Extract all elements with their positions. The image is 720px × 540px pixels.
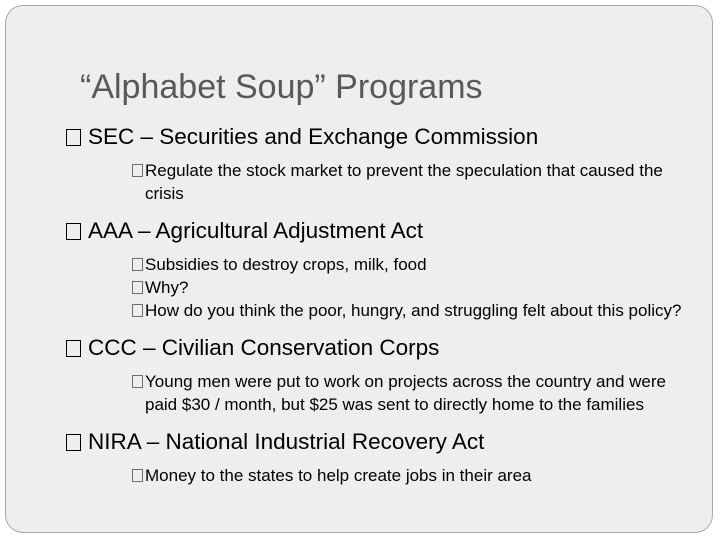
square-bullet-icon [66,340,81,357]
square-bullet-icon [132,375,143,388]
list-item [145,276,688,299]
list-item [145,299,685,322]
square-bullet-icon [132,304,143,317]
square-bullet-icon [66,223,81,240]
section-heading-text: SEC – Securities and Exchange Commission [88,124,539,149]
square-bullet-icon [66,434,81,451]
square-bullet-icon [66,129,81,146]
slide [5,5,713,533]
section-heading-nira [88,427,688,457]
section-heading-text: CCC – Civilian Conservation Corps [88,335,440,360]
section-heading-aaa [88,216,688,246]
list-item-text: Young men were put to work on projects across the country and were paid $30 / month, but $25 was sent to directly home to the families [145,372,666,414]
section-heading-ccc [88,333,688,363]
list-item-text: How do you think the poor, hungry, and struggling felt about this policy? [145,301,682,320]
list-item-text: Money to the states to help create jobs in their area [145,466,532,485]
square-bullet-icon [132,469,143,482]
list-item [145,253,688,276]
list-item-text: Regulate the stock market to prevent the speculation that caused the crisis [145,161,663,203]
list-item-text: Why? [145,278,189,297]
section-heading-text: AAA – Agricultural Adjustment Act [88,218,424,243]
section-heading-text: NIRA – National Industrial Recovery Act [88,429,485,454]
list-item [145,370,685,416]
section-heading-sec [88,122,688,152]
square-bullet-icon [132,164,143,177]
list-item [145,159,665,205]
slide-content [88,122,688,487]
slide-title: “Alphabet Soup” Programs [80,68,483,106]
list-item-text: Subsidies to destroy crops, milk, food [145,255,427,274]
square-bullet-icon [132,258,143,271]
square-bullet-icon [132,281,143,294]
list-item [145,464,688,487]
